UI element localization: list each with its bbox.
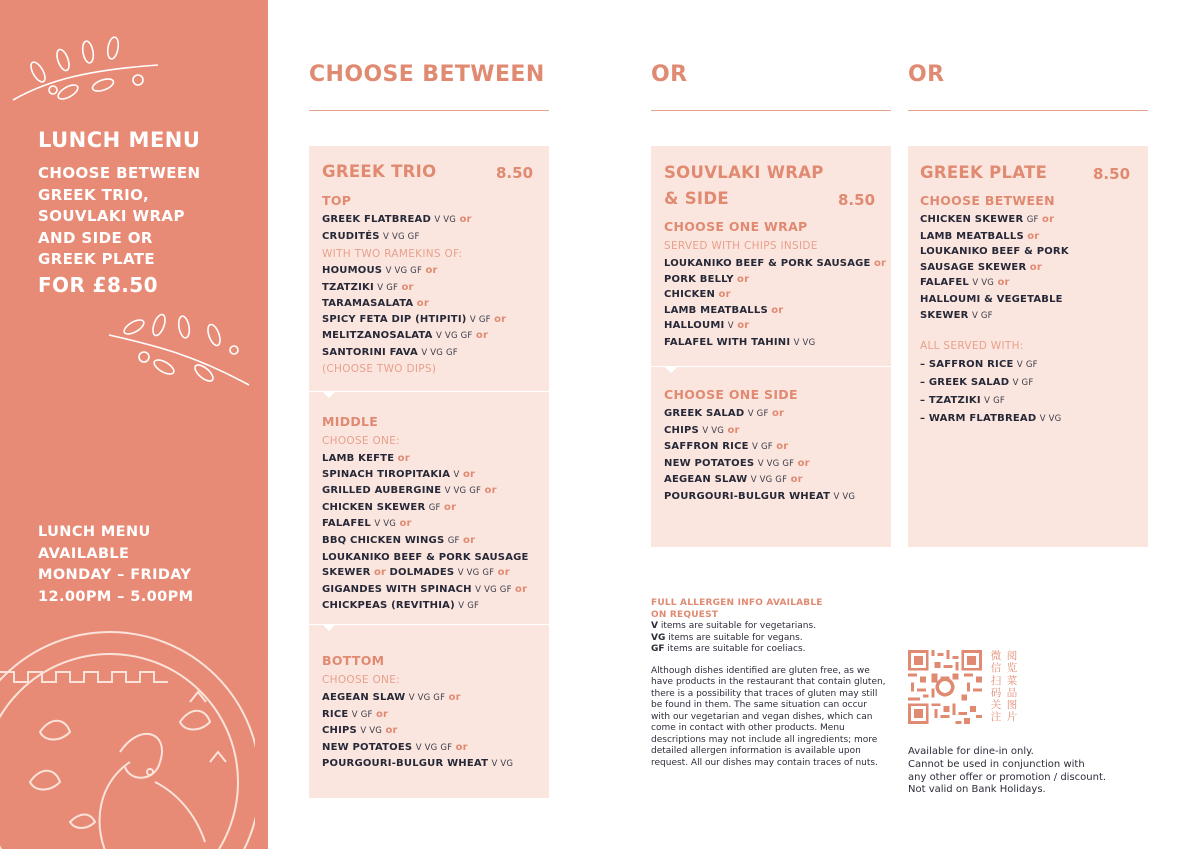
- choose-one-note: CHOOSE ONE:: [322, 435, 400, 447]
- or-connector: or: [737, 273, 750, 285]
- menu-item: [920, 308, 1069, 325]
- ramekins-note: WITH TWO RAMEKINS OF:: [322, 248, 463, 260]
- dietary-tags: V GF: [1012, 378, 1034, 388]
- or-connector: or: [373, 567, 387, 579]
- dietary-tags: V GF: [984, 396, 1005, 406]
- qr-caption-char: 关: [990, 699, 1002, 712]
- menu-item-name: CHIPS: [322, 725, 357, 737]
- or-connector: or: [375, 708, 389, 720]
- menu-item: [920, 410, 1061, 428]
- section-heading-side: CHOOSE ONE SIDE: [664, 387, 798, 402]
- choose-one-note: CHOOSE ONE:: [322, 674, 400, 686]
- qr-caption-char: 品: [1006, 686, 1018, 699]
- menu-item: [322, 483, 529, 500]
- sidebar-subtitle-line: GREEK PLATE: [38, 250, 156, 268]
- sidebar-panel: [0, 0, 268, 849]
- menu-item-name: FALAFEL WITH TAHINI: [664, 336, 791, 348]
- item-list: [322, 690, 513, 773]
- menu-item-name: CHICKEN SKEWER: [322, 501, 426, 513]
- allergen-heading: FULL ALLERGEN INFO AVAILABLE: [651, 598, 823, 608]
- section-divider: [309, 391, 549, 392]
- menu-item: [322, 296, 506, 312]
- menu-item: [664, 335, 886, 352]
- qr-caption-char: 菜: [1006, 674, 1018, 687]
- item-list: [322, 451, 529, 615]
- card-price: 8.50: [838, 191, 876, 209]
- menu-item-name: SANTORINI FAVA: [322, 346, 418, 358]
- terms-line: Available for dine-in only.: [908, 746, 1034, 757]
- dietary-tags: V VG GF: [457, 568, 495, 579]
- menu-item-name: AEGEAN SLAW: [664, 474, 748, 486]
- section-divider: [651, 366, 891, 367]
- dietary-tags: V VG: [972, 278, 995, 289]
- menu-item-name: GIGANDES WITH SPINACH: [322, 583, 472, 595]
- allergen-code: VG: [651, 632, 666, 643]
- or-connector: or: [463, 534, 476, 546]
- allergen-code: V: [651, 621, 658, 631]
- menu-item: [322, 467, 529, 484]
- menu-item: [322, 598, 529, 615]
- card-title: GREEK PLATE: [920, 163, 1048, 182]
- menu-item-name: LAMB MEATBALLS: [664, 304, 768, 316]
- section-divider: [309, 624, 549, 625]
- sidebar-subtitle: [38, 163, 243, 271]
- dietary-tags: V GF: [1016, 360, 1038, 370]
- menu-item-name: LAMB MEATBALLS: [920, 230, 1024, 242]
- availability-line: 12.00PM – 5.00PM: [38, 588, 194, 605]
- menu-item-name: MELITZANOSALATA: [322, 330, 433, 342]
- menu-item: [920, 244, 1069, 260]
- dietary-tags: GF: [1026, 215, 1039, 225]
- item-list: [322, 263, 506, 362]
- dietary-tags: V VG: [833, 491, 856, 502]
- menu-item-name: TZATZIKI: [322, 281, 374, 293]
- or-connector: or: [771, 304, 784, 316]
- menu-item: [322, 550, 529, 566]
- menu-item-name: AEGEAN SLAW: [322, 692, 406, 703]
- olive-branch-top-icon: [8, 30, 168, 105]
- menu-item-name: FALAFEL: [322, 518, 371, 530]
- served-note: SERVED WITH CHIPS INSIDE: [664, 240, 818, 252]
- dietary-tags: V GF: [752, 442, 773, 453]
- item-list: [664, 256, 886, 352]
- menu-item-name: SPICY FETA DIP (HTIPITI): [322, 313, 467, 325]
- menu-item: [664, 489, 855, 506]
- dietary-tags: V GF: [971, 310, 993, 321]
- allergen-key: [651, 644, 886, 656]
- sidebar-price: FOR £8.50: [38, 273, 158, 297]
- menu-item-name: SAUSAGE SKEWER: [920, 261, 1027, 273]
- section-heading-wrap: CHOOSE ONE WRAP: [664, 219, 808, 234]
- menu-item-name: DOLMADES: [389, 567, 455, 579]
- dietary-tags: V VG: [360, 726, 383, 737]
- terms-line: Cannot be used in conjunction with: [908, 758, 1085, 770]
- section-heading-bottom: BOTTOM: [322, 653, 385, 668]
- allergen-heading: ON REQUEST: [651, 609, 719, 620]
- menu-item: [664, 456, 855, 473]
- sidebar-title: LUNCH MENU: [38, 128, 201, 152]
- sidebar-subtitle-line: AND SIDE OR: [38, 228, 153, 247]
- menu-item: [322, 229, 472, 246]
- menu-item-name: HALLOUMI & VEGETABLE: [920, 293, 1063, 305]
- or-connector: or: [997, 277, 1010, 289]
- menu-item-name: – TZATZIKI: [920, 395, 981, 406]
- menu-item: [322, 582, 529, 599]
- greek-trio-card: [309, 146, 549, 798]
- dietary-tags: V VG GF: [408, 693, 446, 703]
- qr-caption-char: 扫: [990, 674, 1002, 687]
- menu-item-name: NEW POTATOES: [322, 741, 413, 753]
- column-header-rule: [309, 110, 549, 111]
- menu-item: [664, 272, 886, 288]
- item-list: [664, 406, 855, 506]
- qr-caption: [988, 650, 1022, 724]
- menu-item: [920, 356, 1061, 374]
- item-list: [920, 212, 1069, 324]
- menu-item: [664, 303, 886, 319]
- dietary-tags: V VG GF: [383, 231, 420, 242]
- terms-line: any other offer or promotion / discount.: [908, 771, 1107, 783]
- sidebar-subtitle-line: CHOOSE BETWEEN: [38, 164, 201, 182]
- or-connector: or: [385, 725, 398, 737]
- sidebar-availability: [38, 522, 238, 608]
- or-connector: or: [1029, 261, 1042, 273]
- choose-dips-note: (CHOOSE TWO DIPS): [322, 363, 437, 375]
- menu-item-name: GRILLED AUBERGINE: [322, 485, 442, 497]
- card-price: 8.50: [1093, 165, 1131, 183]
- divider-notch: [323, 625, 335, 631]
- or-connector: or: [797, 457, 810, 469]
- column-header-or: OR: [651, 62, 688, 87]
- olive-branch-middle-icon: [104, 305, 254, 395]
- souvlaki-card: [651, 146, 891, 547]
- qr-caption-char: 微: [990, 650, 1002, 662]
- menu-item-name: – SAFFRON RICE: [920, 359, 1014, 370]
- dietary-tags: V GF: [469, 314, 491, 325]
- menu-item: [664, 439, 855, 456]
- menu-item-name: – WARM FLATBREAD: [920, 413, 1037, 424]
- dietary-tags: V GF: [458, 601, 480, 612]
- sidebar-subtitle-line: GREEK TRIO,: [38, 185, 150, 204]
- column-header-rule: [908, 110, 1148, 111]
- menu-item: [322, 740, 513, 757]
- menu-item-name: GREEK FLATBREAD: [322, 214, 431, 225]
- card-title: & SIDE: [664, 189, 729, 208]
- section-heading-top: TOP: [322, 193, 352, 208]
- dietary-tags: GF: [447, 535, 460, 546]
- card-title: GREEK TRIO: [322, 162, 437, 181]
- or-connector: or: [455, 741, 468, 753]
- dietary-tags: V VG GF: [385, 266, 423, 276]
- menu-item-name: CHIPS: [664, 424, 699, 436]
- menu-item: [920, 292, 1069, 308]
- column-header-rule: [651, 110, 891, 111]
- menu-item-name: SAFFRON RICE: [664, 441, 749, 453]
- menu-item-name: CRUDITÉS: [322, 230, 380, 242]
- divider-notch: [323, 392, 335, 398]
- menu-item-name: LAMB KEFTE: [322, 453, 395, 464]
- dietary-tags: GF: [428, 502, 441, 513]
- menu-item-name: CHICKEN SKEWER: [920, 214, 1024, 225]
- or-connector: or: [397, 453, 410, 464]
- qr-code-icon[interactable]: [908, 650, 982, 724]
- availability-line: AVAILABLE: [38, 545, 130, 562]
- torn-edge: [255, 0, 268, 849]
- or-connector: or: [727, 424, 740, 436]
- menu-item: [322, 212, 472, 229]
- section-heading-choose: CHOOSE BETWEEN: [920, 193, 1055, 208]
- qr-caption-char: 信: [990, 662, 1002, 675]
- menu-item: [322, 451, 529, 467]
- qr-caption-char: 码: [990, 686, 1002, 699]
- or-connector: or: [399, 518, 412, 530]
- menu-item-name: HALLOUMI: [664, 320, 725, 332]
- dietary-tags: V VG: [434, 215, 457, 225]
- dietary-tags: V VG: [1039, 414, 1062, 424]
- or-connector: or: [737, 320, 750, 332]
- or-connector: or: [484, 485, 497, 497]
- menu-item: [322, 500, 529, 517]
- dietary-tags: V VG GF: [475, 584, 512, 595]
- or-connector: or: [444, 501, 457, 513]
- menu-item: [664, 406, 855, 423]
- section-heading-middle: MIDDLE: [322, 414, 379, 429]
- allergen-info: [651, 598, 886, 769]
- dietary-tags: V GF: [351, 709, 373, 720]
- menu-item: [664, 472, 855, 489]
- terms-line: Not valid on Bank Holidays.: [908, 784, 1046, 796]
- menu-item-name: SKEWER: [322, 567, 371, 579]
- dietary-tags: V: [453, 469, 460, 480]
- or-connector: or: [497, 567, 510, 579]
- sidebar-subtitle-line: SOUVLAKI WRAP: [38, 207, 185, 225]
- or-connector: or: [1042, 214, 1055, 225]
- dietary-tags: V GF: [377, 282, 399, 293]
- dietary-tags: V: [727, 321, 734, 332]
- dietary-tags: V VG: [491, 759, 514, 770]
- dietary-tags: V VG GF: [750, 475, 788, 486]
- item-list: [322, 212, 472, 245]
- item-list: [920, 356, 1061, 428]
- menu-item-name: CHICKEN: [664, 289, 716, 301]
- menu-item-name: TARAMASALATA: [322, 298, 414, 310]
- terms-footer: [908, 746, 1148, 797]
- or-connector: or: [718, 289, 731, 301]
- or-connector: or: [462, 468, 476, 480]
- qr-caption-char: 图: [1006, 699, 1018, 712]
- or-connector: or: [425, 265, 438, 276]
- served-with-note: ALL SERVED WITH:: [920, 340, 1024, 352]
- qr-caption-char: 览: [1006, 662, 1018, 675]
- or-connector: or: [1027, 230, 1040, 242]
- availability-line: LUNCH MENU: [38, 524, 151, 540]
- menu-item-name: SKEWER: [920, 309, 969, 321]
- qr-caption-char: 阅: [1006, 650, 1018, 662]
- dietary-tags: V VG GF: [757, 458, 795, 469]
- menu-item-name: NEW POTATOES: [664, 457, 755, 469]
- menu-item-name: PORK BELLY: [664, 273, 734, 285]
- divider-notch: [665, 367, 677, 373]
- column-header-choose-between: CHOOSE BETWEEN: [309, 62, 545, 87]
- menu-item-name: POURGOURI-BULGUR WHEAT: [322, 758, 489, 770]
- menu-item: [322, 312, 506, 329]
- menu-item: [664, 423, 855, 440]
- menu-item: [920, 212, 1069, 229]
- menu-item-name: HOUMOUS: [322, 265, 383, 276]
- column-header-or: OR: [908, 62, 945, 87]
- menu-item: [664, 318, 886, 335]
- menu-item: [322, 280, 506, 297]
- greek-plate-goat-illustration-icon: [0, 612, 268, 849]
- menu-item-name: RICE: [322, 708, 349, 720]
- or-connector: or: [401, 281, 414, 293]
- card-title: SOUVLAKI WRAP: [664, 163, 824, 182]
- menu-item-name: SPINACH TIROPITAKIA: [322, 468, 451, 480]
- menu-item: [322, 707, 513, 724]
- menu-item-name: BBQ CHICKEN WINGS: [322, 534, 445, 546]
- or-connector: or: [448, 692, 461, 703]
- dietary-tags: V VG: [793, 337, 816, 348]
- or-connector: or: [873, 258, 887, 269]
- menu-item: [920, 392, 1061, 410]
- dietary-tags: V VG GF: [444, 486, 482, 497]
- menu-item: [322, 690, 513, 707]
- dietary-tags: V VG GF: [415, 742, 453, 753]
- or-connector: or: [776, 441, 789, 453]
- menu-item: [920, 260, 1069, 276]
- menu-item: [920, 229, 1069, 245]
- menu-item: [322, 263, 506, 280]
- menu-item: [920, 374, 1061, 392]
- menu-item-name: FALAFEL: [920, 277, 969, 289]
- menu-item: [664, 287, 886, 303]
- allergen-key-text: items are suitable for vegetarians.: [660, 621, 817, 631]
- menu-item: [322, 328, 506, 345]
- menu-item: [322, 565, 529, 582]
- menu-item: [664, 256, 886, 272]
- menu-item: [322, 723, 513, 740]
- or-connector: or: [515, 583, 528, 595]
- or-connector: or: [790, 474, 803, 486]
- allergen-body: Although dishes identified are gluten free, as we have products in the restaurant that contain gluten, there is a possibility that traces of gluten may still be found in them. The same situation can occur with our vegetarian and vegan dishes, which can come in contact with other products. Menu descriptions may not include all ingredients; more detailed allergen information is available upon request. All our dishes may contain traces of nuts.: [651, 665, 886, 768]
- qr-caption-char: 片: [1006, 711, 1018, 724]
- menu-item-name: LOUKANIKO BEEF & PORK SAUSAGE: [322, 551, 529, 563]
- allergen-key: [651, 621, 886, 633]
- or-connector: or: [416, 298, 429, 310]
- menu-item-name: – GREEK SALAD: [920, 377, 1010, 388]
- qr-caption-char: 注: [990, 711, 1002, 724]
- menu-item: [322, 756, 513, 773]
- or-connector: or: [475, 330, 489, 342]
- allergen-key: [651, 633, 886, 645]
- dietary-tags: V VG GF: [421, 347, 458, 358]
- menu-item: [322, 345, 506, 362]
- menu-item-name: LOUKANIKO BEEF & PORK SAUSAGE: [664, 258, 871, 269]
- dietary-tags: V GF: [747, 409, 769, 419]
- menu-item: [322, 516, 529, 533]
- menu-item-name: LOUKANIKO BEEF & PORK: [920, 246, 1069, 258]
- dietary-tags: V VG: [374, 519, 397, 530]
- card-price: 8.50: [496, 164, 534, 182]
- menu-item-name: GREEK SALAD: [664, 408, 745, 419]
- dietary-tags: V VG GF: [436, 331, 473, 342]
- allergen-code: GF: [651, 644, 665, 654]
- menu-item-name: POURGOURI-BULGUR WHEAT: [664, 490, 831, 502]
- availability-line: MONDAY – FRIDAY: [38, 567, 192, 583]
- or-connector: or: [494, 313, 507, 325]
- or-connector: or: [771, 408, 785, 419]
- allergen-key-text: items are suitable for coeliacs.: [667, 644, 806, 654]
- greek-plate-card: [908, 146, 1148, 547]
- dietary-tags: V VG: [702, 425, 725, 436]
- menu-item: [322, 533, 529, 550]
- allergen-key-text: items are suitable for vegans.: [668, 632, 803, 643]
- menu-item: [920, 275, 1069, 292]
- menu-item-name: CHICKPEAS (REVITHIA): [322, 600, 455, 612]
- or-connector: or: [459, 214, 472, 225]
